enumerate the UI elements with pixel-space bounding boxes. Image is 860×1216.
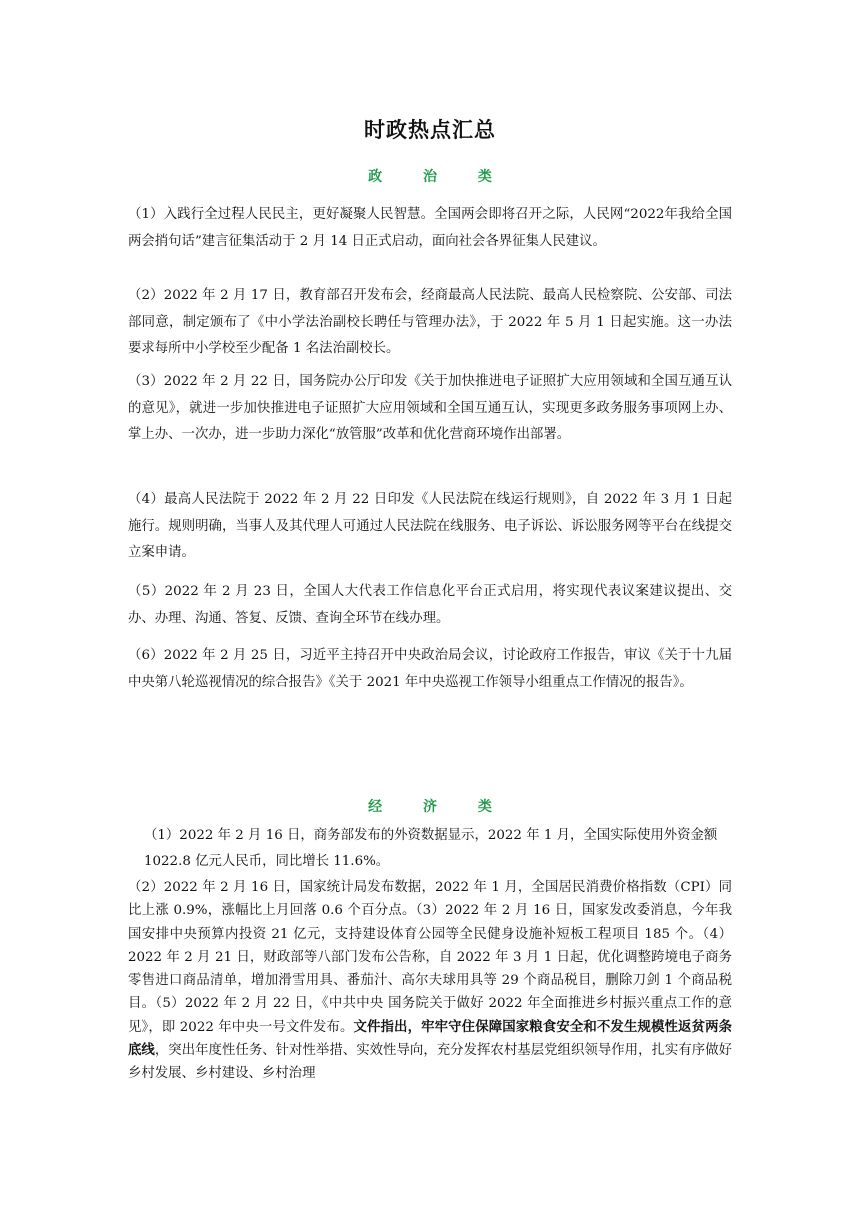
politics-item-4: （4）最高人民法院于 2022 年 2 月 22 日印发《人民法院在线运行规则》，自 2022 年 3 月 1 日起施行。规则明确，当事人及其代理人可通过人民法院在线服务、电子诉讼、诉讼服务网等平台在线提交立案申请。 [128,492,732,560]
page-title: 时政热点汇总 [364,118,496,142]
politics-item-3: （3）2022 年 2 月 22 日，国务院办公厅印发《关于加快推进电子证照扩大应用领域和全国互通互认的意见》，就进一步加快推进电子证照扩大应用领域和全国互通互认，实现更多政务服务事项网上办、掌上办、一次办，进一步助力深化“放管服”改革和优化营商环境作出部署。 [128,374,732,442]
economy-body-tail: ，突出年度性任务、针对性举措、实效性导向，充分发挥农村基层党组织领导作用，扎实有序做好乡村发展、乡村建设、乡村治理 [128,1043,733,1082]
economy-body-emphasis: 文件指出，牢牢守住保障国家粮食安全和不发生规模性返贫两条底线 [128,1018,733,1059]
economy-body-text: （2）2022 年 2 月 16 日，国家统计局发布数据，2022 年 1 月，全国居民消费价格指数（CPI）同比上涨 0.9%，涨幅比上月回落 0.6 个百分点。（3）2022 年 2 月 16 日，国家发改委消息，今年我国安排中央预算内投资 21 亿元，支持建设体育公园等全民健身设施补短板工程项目 185 个。（4）2022 年 2 月 21 日，财政部等八部门发布公告称，自 2022 年 3 月 1 日起，优化调整跨境电子商务零售进口商品清单，增加滑雪用具、番茄汁、高尔夫球用具等 29 个商品税目，删除刀剑 1 个商品税目。（5）2022 年 2 月 22 日，《中共中央 国务院关于做好 2022 年全面推进乡村振兴重点工作的意见》，即 2022 年中央一号文件发布。 [128,880,732,1035]
economy-heading: 经 济 类 [368,799,510,815]
economy-item-1: （1）2022 年 2 月 16 日，商务部发布的外资数据显示，2022 年 1 月，全国实际使用外资金额 1022.8 亿元人民币，同比增长 11.6%。 [144,828,718,869]
politics-item-6: （6）2022 年 2 月 25 日，习近平主持召开中央政治局会议，讨论政府工作报告，审议《关于十九届中央第八轮巡视情况的综合报告》《关于 2021 年中央巡视工作领导小组重点工作情况的报告》。 [128,648,732,690]
politics-item-1: （1）入践行全过程人民民主，更好凝聚人民智慧。全国两会即将召开之际，人民网“2022年我给全国两会捎句话”建言征集活动于 2 月 14 日正式启动，面向社会各界征集人民建议。 [128,207,732,249]
politics-item-2: （2）2022 年 2 月 17 日，教育部召开发布会，经商最高人民法院、最高人民检察院、公安部、司法部同意，制定颁布了《中小学法治副校长聘任与管理办法》，于 2022 年 5 月 1 日起实施。这一办法要求每所中小学校至少配备 1 名法治副校长。 [128,288,732,356]
politics-item-5: （5）2022 年 2 月 23 日，全国人大代表工作信息化平台正式启用，将实现代表议案建议提出、交办、办理、沟通、答复、反馈、查询全环节在线办理。 [128,584,732,626]
politics-heading: 政 治 类 [368,169,510,185]
economy-body [128,876,732,1086]
